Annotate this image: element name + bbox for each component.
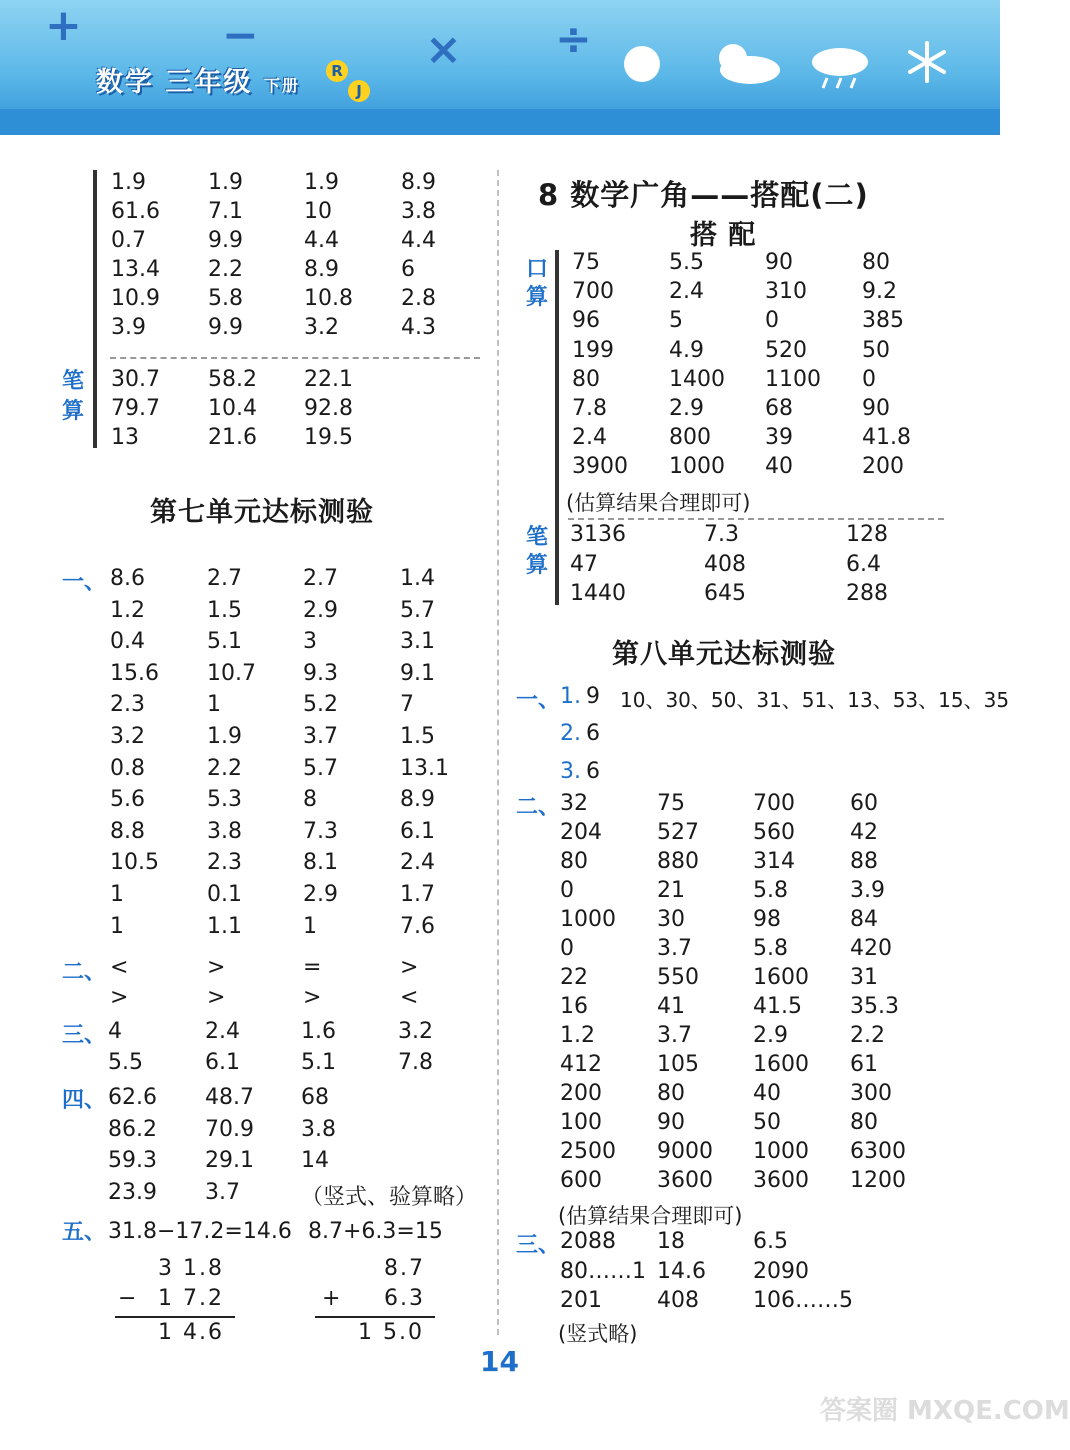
left-q1-cell: 2.9	[303, 882, 338, 907]
right-q2-cell: 2500	[560, 1139, 616, 1164]
left-q1-cell: 9.3	[303, 660, 338, 686]
left-block1-cell: 2.8	[401, 286, 436, 311]
left-q3-cell: 5.1	[301, 1050, 336, 1075]
right-kousuan-cell: 3900	[572, 454, 628, 480]
right-q2-cell: 3600	[753, 1168, 809, 1193]
minus-icon: −	[222, 10, 259, 61]
right-q2-cell: 105	[657, 1052, 699, 1077]
page-number: 14	[480, 1345, 519, 1378]
right-bisuan-cell: 6.4	[846, 551, 881, 577]
q3-label: 三、	[62, 1023, 107, 1048]
left-block1-cell: 61.6	[111, 199, 160, 224]
q1-item-answer: 6	[586, 759, 600, 784]
right-q2-cell: 3600	[657, 1168, 713, 1193]
snowflake-icon	[905, 40, 949, 84]
right-q3-cell: 2090	[753, 1258, 809, 1284]
right-kousuan-cell: 1000	[669, 454, 725, 480]
header-banner	[0, 0, 1000, 135]
right-q2-cell: 300	[850, 1081, 892, 1106]
right-q2-cell: 0	[560, 936, 574, 961]
right-q2-cell: 100	[560, 1110, 602, 1135]
right-q2-cell: 1000	[753, 1139, 809, 1164]
left-q3-cell: 5.5	[108, 1050, 143, 1075]
right-q2-cell: 2.9	[753, 1023, 788, 1048]
right-q2-cell: 30	[657, 907, 685, 932]
right-q2-cell: 5.8	[753, 936, 788, 961]
right-q2-cell: 880	[657, 849, 699, 874]
column-divider	[497, 170, 499, 1335]
right-q2-cell: 204	[560, 820, 602, 845]
right-kousuan-cell: 385	[862, 308, 904, 334]
right-q3-cell: 6.5	[753, 1229, 788, 1254]
left-q4-cell: （竖式、验算略）	[301, 1184, 478, 1210]
left-q4-cell: 86.2	[108, 1116, 157, 1142]
right-kousuan-cell: 1400	[669, 366, 725, 392]
right-kousuan-cell: 1100	[765, 366, 821, 392]
right-q2-cell: 2.2	[850, 1023, 885, 1048]
right-q3-cell: 106……5	[753, 1288, 853, 1313]
left-q1-cell: 2.7	[303, 566, 338, 591]
right-kousuan-cell: 2.4	[669, 279, 704, 305]
left-block1-cell: 10.8	[304, 286, 353, 311]
right-q2-cell: 50	[753, 1110, 781, 1135]
right-q3-cell: 18	[657, 1229, 685, 1254]
q2-label: 二、	[62, 960, 107, 985]
left-q1-cell: 13.1	[400, 755, 449, 781]
left-q1-cell: 1.5	[207, 597, 242, 623]
left-q1-cell: 5.6	[110, 787, 145, 813]
left-q1-cell: 1	[207, 692, 221, 718]
left-block1-cell: 9.9	[208, 315, 243, 340]
left-q1-cell: 2.3	[110, 692, 145, 718]
right-q2-cell: 98	[753, 907, 781, 932]
left-q2-cell: <	[110, 955, 129, 980]
left-block1-cell: 1.9	[208, 170, 243, 195]
left-q1-cell: 8.6	[110, 566, 145, 591]
q1-item-extra: 10、30、50、31、51、13、53、15、35	[620, 688, 1010, 712]
left-q2-cell: <	[400, 985, 419, 1010]
left-q1-cell: 5.7	[400, 597, 435, 623]
right-q2-cell: 90	[657, 1110, 685, 1135]
left-q1-cell: 8.1	[303, 850, 338, 876]
right-bisuan-cell: 408	[704, 551, 746, 577]
left-q2-cell: >	[207, 955, 226, 980]
right-bisuan-cell: 128	[846, 522, 888, 547]
left-block1-cell: 10.9	[111, 286, 160, 311]
left-q4-cell: 48.7	[205, 1085, 254, 1110]
divide-icon: ÷	[555, 14, 592, 65]
left-block1-cell: 8.9	[304, 257, 339, 282]
right-q2-cell: 16	[560, 994, 588, 1019]
bisuan-label-2: 算	[62, 399, 85, 424]
left-q1-cell: 1.5	[400, 724, 435, 749]
right-kousuan-cell: 41.8	[862, 425, 911, 451]
right-q2-cell: 314	[753, 849, 795, 874]
right-kousuan-cell: 5	[669, 308, 683, 334]
left-q4-cell: 23.9	[108, 1179, 157, 1205]
section8-subtitle: 搭 配	[690, 220, 757, 251]
left-q1-cell: 1.9	[207, 724, 242, 749]
right-kousuan-cell: 0	[765, 308, 779, 334]
q3-note: (竖式略)	[558, 1322, 638, 1346]
q1-item-number: 1.	[560, 684, 581, 709]
left-q1-cell: 8.8	[110, 818, 145, 844]
left-q1-cell: 2.7	[207, 566, 242, 591]
right-kousuan-cell: 7.8	[572, 396, 607, 421]
book-title-text: 数学 三年级	[96, 67, 253, 98]
badge-j: J	[348, 80, 370, 102]
right-q2-cell: 61	[850, 1052, 878, 1077]
right-kousuan-cell: 0	[862, 366, 876, 392]
left-q3-cell: 6.1	[205, 1050, 240, 1075]
right-q2-cell: 600	[560, 1168, 602, 1193]
left-block2-cell: 21.6	[208, 425, 257, 450]
right-q2-cell: 200	[560, 1081, 602, 1106]
left-q1-cell: 3.8	[207, 818, 242, 844]
unit7-title: 第七单元达标测验	[150, 497, 374, 528]
right-q2-label: 二、	[516, 795, 561, 820]
right-kousuan-cell: 75	[572, 250, 600, 275]
left-block1-cell: 10	[304, 199, 332, 224]
left-block2-cell: 22.1	[304, 367, 353, 392]
right-kousuan-cell: 50	[862, 337, 890, 363]
right-q2-cell: 1.2	[560, 1023, 595, 1048]
right-q2-cell: 560	[753, 820, 795, 845]
right-q2-cell: 412	[560, 1052, 602, 1077]
q2-estimate-note: (估算结果合理即可)	[558, 1204, 743, 1228]
left-block1-cell: 2.2	[208, 257, 243, 282]
rain-cloud-icon	[805, 40, 875, 90]
badge-r: R	[326, 60, 348, 82]
times-icon: ×	[425, 24, 462, 75]
left-block1-cell: 4.4	[401, 228, 436, 253]
v2-operator: +	[322, 1286, 341, 1311]
left-block1-cell: 4.3	[401, 315, 436, 340]
right-kousuan-cell: 90	[862, 396, 890, 421]
left-q3-cell: 4	[108, 1019, 122, 1044]
q4-label: 四、	[62, 1088, 107, 1113]
right-bisuan-cell: 645	[704, 581, 746, 606]
left-q4-cell: 3.7	[205, 1179, 240, 1205]
right-kousuan-cell: 200	[862, 454, 904, 480]
right-q2-cell: 700	[753, 791, 795, 816]
right-kousuan-cell: 80	[862, 250, 890, 275]
right-q3-label: 三、	[516, 1233, 561, 1258]
bisuan-label-right-2: 算	[526, 553, 549, 578]
right-q2-cell: 3.9	[850, 878, 885, 903]
left-block2-cell: 10.4	[208, 396, 257, 421]
left-q1-cell: 1	[303, 913, 317, 939]
right-q2-cell: 35.3	[850, 994, 899, 1019]
left-q1-cell: 2.2	[207, 755, 242, 781]
right-q2-cell: 80	[657, 1081, 685, 1106]
right-bisuan-cell: 47	[570, 551, 598, 577]
left-q1-cell: 0.4	[110, 629, 145, 655]
left-q1-cell: 3.1	[400, 629, 435, 655]
left-block2-cell: 58.2	[208, 367, 257, 392]
left-q4-cell: 14	[301, 1148, 329, 1174]
right-kousuan-cell: 40	[765, 454, 793, 480]
q5-equation-1: 31.8−17.2=14.6	[108, 1219, 292, 1244]
right-q2-cell: 31	[850, 965, 878, 990]
right-q2-cell: 527	[657, 820, 699, 845]
right-q2-cell: 420	[850, 936, 892, 961]
right-q3-cell: 201	[560, 1288, 602, 1313]
right-kousuan-cell: 520	[765, 337, 807, 363]
left-block1-cell: 3.2	[304, 315, 339, 340]
right-q2-cell: 22	[560, 965, 588, 990]
left-block1-cell: 6	[401, 257, 415, 282]
banner-base	[0, 109, 1000, 135]
left-q4-cell: 59.3	[108, 1148, 157, 1174]
left-q1-cell: 1	[110, 913, 124, 939]
right-q2-cell: 1600	[753, 1052, 809, 1077]
v2-top: 8.7	[384, 1256, 425, 1281]
left-q3-cell: 1.6	[301, 1019, 336, 1044]
left-q1-cell: 7.6	[400, 913, 435, 939]
left-block1-cell: 1.9	[111, 170, 146, 195]
right-q2-cell: 1600	[753, 965, 809, 990]
left-block1-cell: 1.9	[304, 170, 339, 195]
left-q1-cell: 1.4	[400, 566, 435, 591]
left-block2-cell: 30.7	[111, 367, 160, 392]
right-q3-cell: 2088	[560, 1229, 616, 1254]
v1-middle: 1 7.2	[158, 1286, 224, 1311]
right-q3-cell: 14.6	[657, 1258, 706, 1284]
right-kousuan-cell: 800	[669, 425, 711, 451]
right-q2-cell: 80	[560, 849, 588, 874]
left-q1-cell: 2.3	[207, 850, 242, 876]
right-q2-cell: 40	[753, 1081, 781, 1106]
q1-item-answer: 6	[586, 721, 600, 746]
left-q3-cell: 3.2	[398, 1019, 433, 1044]
left-q1-cell: 15.6	[110, 660, 159, 686]
right-q2-cell: 3.7	[657, 1023, 692, 1048]
left-q1-cell: 5.7	[303, 755, 338, 781]
estimate-note: (估算结果合理即可)	[566, 491, 751, 515]
right-q3-cell: 408	[657, 1288, 699, 1313]
q1-item-answer: 9	[586, 684, 600, 709]
left-block1-cell: 5.8	[208, 286, 243, 311]
left-q1-cell: 2.9	[303, 597, 338, 623]
right-kousuan-cell: 4.9	[669, 337, 704, 363]
right-kousuan-cell: 80	[572, 366, 600, 392]
left-block1-cell: 7.1	[208, 199, 243, 224]
right-kousuan-cell: 2.4	[572, 425, 607, 451]
left-q1-cell: 1.7	[400, 882, 435, 907]
left-q1-cell: 2.4	[400, 850, 435, 876]
book-volume: 下册	[263, 76, 300, 95]
left-block2-cell: 79.7	[111, 396, 160, 421]
answer-bracket-right	[555, 250, 559, 605]
right-bisuan-cell: 288	[846, 581, 888, 606]
section8-title: 8 数学广角——搭配(二)	[538, 178, 869, 212]
q1-item-number: 2.	[560, 721, 581, 746]
left-block1-cell: 4.4	[304, 228, 339, 253]
right-kousuan-cell: 310	[765, 279, 807, 305]
left-q1-cell: 5.2	[303, 692, 338, 718]
kousuan-label-1: 口	[526, 257, 549, 282]
left-q4-cell: 29.1	[205, 1148, 254, 1174]
right-bisuan-cell: 7.3	[704, 522, 739, 547]
left-q2-cell: >	[400, 955, 419, 980]
left-q1-cell: 1.2	[110, 597, 145, 623]
left-q2-cell: >	[110, 985, 129, 1010]
left-q1-cell: 6.1	[400, 818, 435, 844]
q1-item-number: 3.	[560, 759, 581, 784]
left-q4-cell: 70.9	[205, 1116, 254, 1142]
v1-result: 1 4.6	[158, 1320, 224, 1345]
plus-icon: +	[45, 0, 82, 51]
right-kousuan-cell: 2.9	[669, 396, 704, 421]
unit8-title: 第八单元达标测验	[612, 639, 836, 670]
left-block2-cell: 13	[111, 425, 139, 450]
right-q2-cell: 1000	[560, 907, 616, 932]
right-kousuan-cell: 90	[765, 250, 793, 275]
right-q2-cell: 41.5	[753, 994, 802, 1019]
left-block2-cell: 92.8	[304, 396, 353, 421]
left-q1-cell: 9.1	[400, 660, 435, 686]
left-q1-cell: 5.3	[207, 787, 242, 813]
left-q3-cell: 2.4	[205, 1019, 240, 1044]
v2-result: 1 5.0	[358, 1320, 424, 1345]
left-q1-cell: 3.7	[303, 724, 338, 749]
left-block1-cell: 3.9	[111, 315, 146, 340]
answer-bracket-left	[93, 170, 97, 448]
v2-middle: 6.3	[384, 1286, 425, 1311]
left-block1-cell: 8.9	[401, 170, 436, 195]
left-q1-cell: 7.3	[303, 818, 338, 844]
left-q1-cell: 3.2	[110, 724, 145, 749]
cloudy-sun-icon	[705, 38, 785, 88]
kousuan-label-2: 算	[526, 285, 549, 310]
v1-top: 3 1.8	[158, 1256, 224, 1281]
left-q1-cell: 8	[303, 787, 317, 813]
right-q2-cell: 80	[850, 1110, 878, 1135]
right-q2-cell: 3.7	[657, 936, 692, 961]
v1-operator: −	[118, 1286, 137, 1311]
right-q2-cell: 60	[850, 791, 878, 816]
right-q2-cell: 88	[850, 849, 878, 874]
right-kousuan-cell: 68	[765, 396, 793, 421]
right-q2-cell: 32	[560, 791, 588, 816]
v2-rule	[315, 1316, 435, 1318]
left-q1-cell: 8.9	[400, 787, 435, 813]
left-block1-cell: 13.4	[111, 257, 160, 282]
left-q1-cell: 5.1	[207, 629, 242, 655]
right-q2-cell: 42	[850, 820, 878, 845]
right-kousuan-cell: 199	[572, 337, 614, 363]
right-q2-cell: 21	[657, 878, 685, 903]
right-kousuan-cell: 700	[572, 279, 614, 305]
right-q2-cell: 5.8	[753, 878, 788, 903]
right-q2-cell: 84	[850, 907, 878, 932]
right-bisuan-cell: 3136	[570, 522, 626, 547]
right-q2-cell: 75	[657, 791, 685, 816]
q1-label: 一、	[62, 570, 107, 595]
left-block1-cell: 0.7	[111, 228, 146, 253]
left-q4-cell: 62.6	[108, 1085, 157, 1110]
left-q1-cell: 1.1	[207, 913, 242, 939]
left-q1-cell: 0.8	[110, 755, 145, 781]
left-q4-cell: 68	[301, 1085, 329, 1110]
right-kousuan-cell: 5.5	[669, 250, 704, 275]
right-q2-cell: 9000	[657, 1139, 713, 1164]
bisuan-label-1: 笔	[62, 369, 85, 394]
dashed-separator-right	[568, 518, 944, 520]
left-q1-cell: 3	[303, 629, 317, 655]
q5-equation-2: 8.7+6.3=15	[308, 1219, 443, 1244]
right-q3-cell: 80……1	[560, 1258, 646, 1284]
right-q2-cell: 550	[657, 965, 699, 990]
left-block1-cell: 3.8	[401, 199, 436, 224]
left-q1-cell: 0.1	[207, 882, 242, 907]
left-q4-cell: 3.8	[301, 1116, 336, 1142]
right-kousuan-cell: 96	[572, 308, 600, 334]
watermark: 答案圈 MXQE.COM	[820, 1396, 1070, 1426]
right-kousuan-cell: 39	[765, 425, 793, 451]
left-q2-cell: >	[303, 985, 322, 1010]
left-q2-cell: >	[207, 985, 226, 1010]
right-q2-cell: 41	[657, 994, 685, 1019]
left-block2-cell: 19.5	[304, 425, 353, 450]
right-q2-cell: 0	[560, 878, 574, 903]
right-q1-label: 一、	[516, 688, 561, 713]
right-q2-cell: 6300	[850, 1139, 906, 1164]
left-q1-cell: 10.7	[207, 660, 256, 686]
q5-label: 五、	[62, 1220, 107, 1245]
dashed-separator	[110, 357, 480, 359]
right-kousuan-cell: 9.2	[862, 279, 897, 305]
sun-icon	[620, 42, 664, 86]
left-q2-cell: =	[303, 955, 322, 980]
right-bisuan-cell: 1440	[570, 581, 626, 606]
left-q3-cell: 7.8	[398, 1050, 433, 1075]
left-block1-cell: 9.9	[208, 228, 243, 253]
v1-rule	[115, 1316, 235, 1318]
left-q1-cell: 10.5	[110, 850, 159, 876]
left-q1-cell: 7	[400, 692, 414, 718]
left-q1-cell: 1	[110, 882, 124, 907]
bisuan-label-right-1: 笔	[526, 525, 549, 550]
book-title	[96, 60, 300, 99]
right-q2-cell: 1200	[850, 1168, 906, 1193]
